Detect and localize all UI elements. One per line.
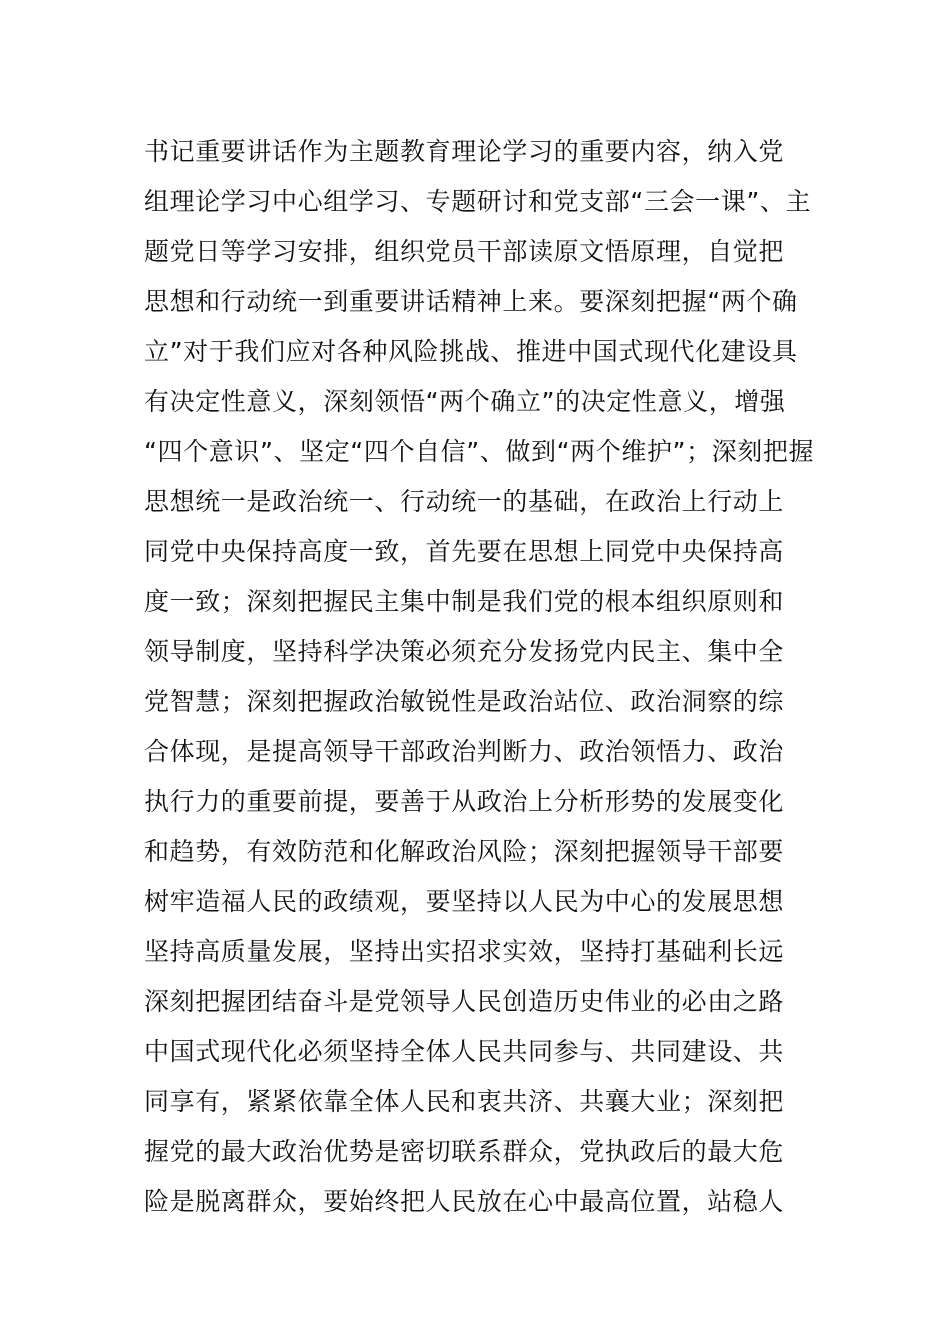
text-line: 坚持高质量发展，坚持出实招求实效，坚持打基础利长远: [144, 937, 785, 966]
text-line: 同享有，紧紧依靠全体人民和衷共济、共襄大业；深刻把: [144, 1087, 785, 1116]
text-line: 思想和行动统一到重要讲话精神上来。要深刻把握“两个确: [144, 287, 798, 316]
body-paragraph: [144, 127, 824, 1227]
text-line: “四个意识”、坚定“四个自信”、做到“两个维护”；深刻把握: [144, 437, 815, 466]
text-line: 领导制度，坚持科学决策必须充分发扬党内民主、集中全: [144, 637, 785, 666]
text-line: 险是脱离群众，要始终把人民放在心中最高位置，站稳人: [144, 1187, 785, 1216]
text-line: 和趋势，有效防范和化解政治风险；深刻把握领导干部要: [144, 837, 785, 866]
text-line: 树牢造福人民的政绩观，要坚持以人民为中心的发展思想: [144, 887, 785, 916]
text-line: 思想统一是政治统一、行动统一的基础，在政治上行动上: [144, 487, 785, 516]
text-line: 合体现，是提高领导干部政治判断力、政治领悟力、政治: [144, 737, 785, 766]
text-line: 题党日等学习安排，组织党员干部读原文悟原理，自觉把: [144, 237, 785, 266]
text-line: 党智慧；深刻把握政治敏锐性是政治站位、政治洞察的综: [144, 687, 785, 716]
text-line: 同党中央保持高度一致，首先要在思想上同党中央保持高: [144, 537, 785, 566]
text-line: 有决定性意义，深刻领悟“两个确立”的决定性意义，增强: [144, 387, 786, 416]
text-line: 中国式现代化必须坚持全体人民共同参与、共同建设、共: [144, 1037, 785, 1066]
text-line: 组理论学习中心组学习、专题研讨和党支部“三会一课”、主: [144, 187, 812, 216]
text-line: 度一致；深刻把握民主集中制是我们党的根本组织原则和: [144, 587, 785, 616]
text-line: 执行力的重要前提，要善于从政治上分析形势的发展变化: [144, 787, 785, 816]
text-line: 握党的最大政治优势是密切联系群众，党执政后的最大危: [144, 1137, 785, 1166]
text-line: 书记重要讲话作为主题教育理论学习的重要内容，纳入党: [144, 137, 785, 166]
text-line: 深刻把握团结奋斗是党领导人民创造历史伟业的必由之路: [144, 987, 785, 1016]
text-line: 立”对于我们应对各种风险挑战、推进中国式现代化建设具: [144, 337, 798, 366]
